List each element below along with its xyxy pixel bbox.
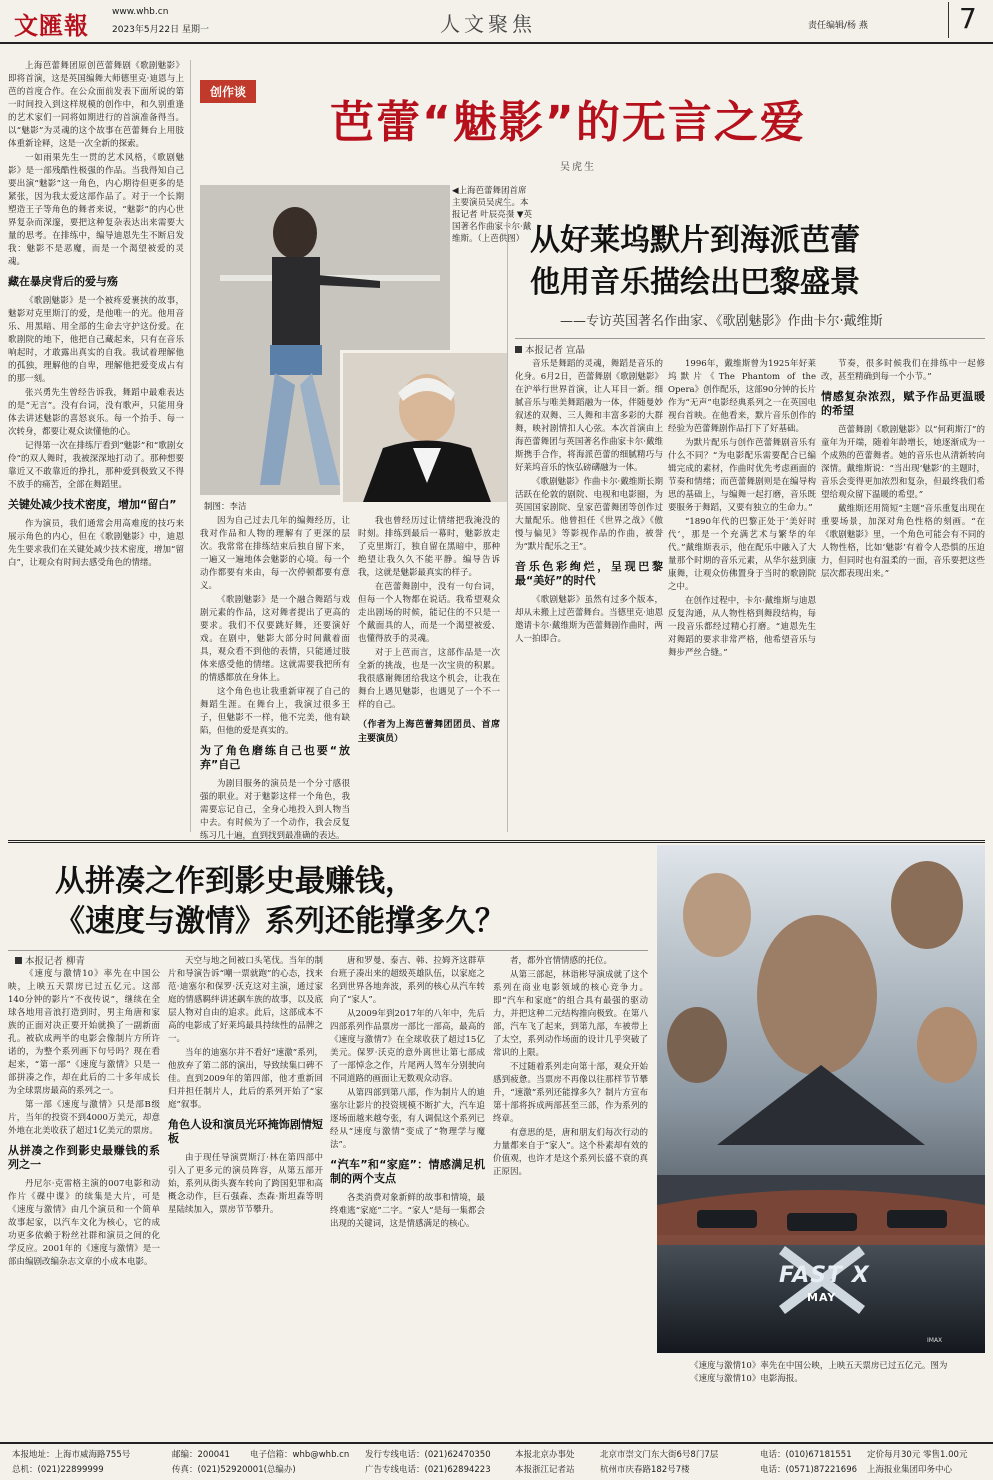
film-column-2 xyxy=(168,955,323,1438)
paragraph: 各类消费对象新鲜的故事和情境，最终难逃“家庭”二字。“家人”是每一集都会出现的关键词，这是情感满足的核心。 xyxy=(330,1193,485,1229)
paragraph: 《歌剧魅影》虽然有过多个版本，却从未搬上过芭蕾舞台。当德里克·迪恩邀请卡尔·戴维斯为芭蕾舞剧作曲时，两人一拍即合。 xyxy=(515,595,663,644)
paragraph: 为默片配乐与创作芭蕾舞剧音乐有什么不同？“为电影配乐需要配合已编辑完成的素材，作曲时优先考虑画面的节奏和情绪；而芭蕾舞剧则是在编导构思的基础上，与编舞一起打磨，音乐既要服务于舞蹈，又要有独立的生命力。” xyxy=(668,438,816,513)
paragraph: 戴维斯还用简短“主题”音乐重复出现在重要场景，加深对角色性格的刻画。“在《歌剧魅影》里，一个角色可能会有不同的人物性格，比如‘魅影’有着令人恐惧的压迫力，但同时也有温柔的一面，音乐要把这些层次都表现出来。” xyxy=(821,504,985,579)
composer-photo xyxy=(340,350,510,505)
footer-beijing-office: 本报北京办事处 xyxy=(515,1450,575,1460)
film-column-4 xyxy=(493,955,648,1438)
paragraph: “1890年代的巴黎正处于‘美好时代’，那是一个充满艺术与繁华的年代。”戴维斯表示，他在配乐中融入了大量那个时期的音乐元素，从华尔兹到康康舞，让观众仿佛置身于当时的歌剧院之中。 xyxy=(668,517,816,592)
interview-subhead-1: 音乐色彩绚烂，呈现巴黎最“美好”的时代 xyxy=(515,560,663,587)
film-subhead-1: 从拼凑之作到影史最赚钱的系列之一 xyxy=(8,1144,160,1171)
paragraph: 节奏，很多时候我们在排练中一起修改，甚至精确到每一个小节。” xyxy=(821,359,985,382)
feature-column-3 xyxy=(358,515,500,833)
footer-email: 电子信箱：whb@whb.cn xyxy=(250,1450,350,1460)
paragraph: 第一部《速度与激情》只是部B级片，当年的投资不到4000万美元，却意外地在北美收获了超过1亿美元的票房。 xyxy=(8,1100,160,1136)
feature-author: 吴虎生 xyxy=(560,162,596,173)
interview-column-1 xyxy=(515,358,663,833)
paragraph: 《歌剧魅影》是一个被疼爱裹挟的故事，魅影对克里斯汀的爱，是他唯一的光。他用音乐、用黑暗、用全部的生命去守护这份爱。在歌剧院的地下，他把自己藏起来，只有在音乐响起时，才敢露出真实的自我。我试着理解他的孤独，理解他的自卑，理解他把爱变成占有的那一刻。 xyxy=(8,296,184,384)
feature-subhead-3: 为了角色磨练自己也要“放弃”自己 xyxy=(200,744,350,771)
paragraph: 这个角色也让我重新审视了自己的舞蹈生涯。在舞台上，我演过很多王子，但魅影不一样，他不完美，他有缺陷，但他的爱是真实的。 xyxy=(200,687,350,736)
feature-subhead-1: 藏在暴戾背后的爱与殇 xyxy=(8,275,118,288)
film-subhead-2: 角色人设和演员光环掩饰剧情短板 xyxy=(168,1118,323,1145)
footer-beijing-phone: 电话：(010)67181551 xyxy=(760,1450,852,1460)
paragraph: 者，都外官情情感的托位。 xyxy=(510,956,613,966)
poster-imax-label: IMAX xyxy=(927,1337,943,1344)
paragraph: 1996年，戴维斯曾为1925年好莱坞默片《The Phantom of the Opera》创作配乐，这部90分钟的长片作为“无声”电影经典系列之一在英国电视台首映。在他看来，默片音乐创作的经验为芭蕾舞剧作品打下了好基础。 xyxy=(668,359,816,434)
paragraph: 当年的迪塞尔并不看好“速激”系列，他放弃了第二部的演出，导致续集口碑不佳。直到2009年的第四部，他才重新回归并担任制片人，此后的系列开始了“家庭”叙事。 xyxy=(168,1048,323,1110)
footer-zhejiang-phone: 电话：(0571)87221696 xyxy=(760,1465,858,1475)
site-url: www.whb.cn xyxy=(112,7,169,17)
section-tag: 创作谈 xyxy=(200,80,256,103)
film-column-1 xyxy=(8,968,160,1438)
interview-headline xyxy=(530,220,980,304)
poster-release-month: MAY xyxy=(807,1291,837,1304)
feature-headline: 芭蕾“魅影”的无言之爱 xyxy=(330,97,806,148)
paragraph: 在创作过程中，卡尔·戴维斯与迪恩反复沟通，从人物性格到舞段结构，每一段音乐都经过精心打磨。“迪恩先生对舞蹈的要求非常严格，他希望音乐与舞步严丝合缝。” xyxy=(668,596,816,658)
paragraph: 由于现任导演贾斯汀·林在第四部中引入了更多元的演员阵容，从第五部开始，系列从街头赛车转向了跨国犯罪和高概念动作，巨石强森、杰森·斯坦森等明星陆续加入，票房节节攀升。 xyxy=(168,1153,323,1215)
paragraph: 从第四部到第八部，作为制片人的迪塞尔让影片的投资规模不断扩大，汽车追逐场面越来越夸张，有人调侃这个系列已经从“速度与激情”变成了“物理学与魔法”。 xyxy=(330,1088,485,1150)
footer-ad-phone: 广告专线电话：(021)62894223 xyxy=(365,1465,491,1475)
photo-caption: ◀上海芭蕾舞团首席主要演员吴虎生。本报记者 叶辰亮摄 ▼英国著名作曲家卡尔·戴维斯。（上芭供图） xyxy=(452,186,532,244)
footer-price: 定价每月30元 零售1.00元 xyxy=(867,1450,968,1460)
interview-headline-line1: 从好莱坞默片到海派芭蕾 xyxy=(530,223,860,258)
reporter-name: 本报记者 柳青 xyxy=(25,956,86,967)
issue-date: 2023年5月22日 星期一 xyxy=(112,25,209,35)
paragraph: 从2009年到2017年的八年中，先后四部系列作品票房一部比一部高，最高的《速度与激情7》在全球收获了超过15亿美元。保罗·沃克的意外离世让第七部成了一部悼念之作，片尾两人驾车分别驶向不同道路的画面让无数观众动容。 xyxy=(330,1009,485,1084)
movie-poster xyxy=(657,845,985,1353)
footer-fax: 传真：(021)52920001(总编办) xyxy=(172,1465,296,1475)
footer-printer: 上海报业集团印务中心 xyxy=(867,1465,953,1475)
paragraph: 一如雨果先生一贯的艺术风格，《歌剧魅影》是一部残酷性极强的作品。当我得知自己要出演“魅影”这一角色，内心期待但更多的是紧张，因为我太爱这部作品了。对于一个长期塑造王子等角色的舞者来说，“魅影”的内心世界复杂而深邃，要把这种复杂表达出来需要大量的思考。在排练中，编导迪恩先生不断启发我：魅影不是恶魔，而是一个渴望被爱的灵魂。 xyxy=(8,153,184,267)
section-divider xyxy=(8,840,985,843)
page-footer xyxy=(0,1442,993,1480)
footer-zhejiang-address: 杭州市庆春路182号7楼 xyxy=(600,1465,690,1475)
paragraph: 因为自己过去几年的编舞经历，让我对作品和人物的理解有了更深的层次。我常常在排练结束后独自留下来，一遍又一遍地体会魅影的心境。每一个动作都要有来由，每一次停顿都要有意义。 xyxy=(200,516,350,591)
reporter-name: 本报记者 宣晶 xyxy=(525,345,586,356)
interview-column-3 xyxy=(821,358,985,833)
footer-phone: 总机：(021)22899999 xyxy=(12,1465,104,1475)
film-byline xyxy=(15,953,85,967)
paragraph: 《歌剧魅影》作曲卡尔·戴维斯长期活跃在伦敦的剧院、电视和电影圈，为英国国家剧院、皇家芭蕾舞团等创作过大量配乐。他曾担任《世界之战》《傲慢与偏见》等影视作品的作曲，被誉为“默片配乐之王”。 xyxy=(515,477,663,552)
section-title: 人文聚焦 xyxy=(440,12,536,36)
newspaper-logo: 文匯報 xyxy=(14,11,89,40)
footer-beijing-address: 北京市崇文门东大街6号8门7层 xyxy=(600,1450,719,1460)
film-column-3 xyxy=(330,955,485,1438)
paragraph: 天空与地之间被口头笔伐。当年的制片和导演告诉“嘲一票就跑”的心态，找来范·迪塞尔和保罗·沃克这对主演，通过家庭的情感羁绊讲述飙车族的故事，以及底层人物对自由的追求。此后，这部成本不高的电影成了好莱坞最具持续性的品牌之一。 xyxy=(168,956,323,1044)
film-subhead-3: “汽车”和“家庭”：情感满足机制的两个支点 xyxy=(330,1158,485,1185)
footer-address: 本报地址：上海市威海路755号 xyxy=(12,1450,131,1460)
page-number: 7 xyxy=(948,2,977,38)
poster-caption: 《速度与激情10》率先在中国公映，上映五天票房已过五亿元。图为《速度与激情10》电影海报。 xyxy=(690,1361,948,1384)
photo-credit: 制图：李洁 xyxy=(204,502,247,512)
film-headline-line1: 从拼凑之作到影史最赚钱， xyxy=(55,864,415,899)
interview-column-2 xyxy=(668,358,816,833)
paragraph: 芭蕾舞剧《歌剧魅影》以“何莉斯汀”的童年为开端，随着年龄增长，她逐渐成为一个成熟的芭蕾舞者。她的音乐也从清新转向深情。戴维斯说：“当出现‘魅影’的主题时，音乐会变得更加浓烈和复杂，但最终我们希望给观众留下温暖的希望。” xyxy=(821,425,985,500)
paragraph: 有意思的是，唐和朋友们每次行动的力量都来自于“家人”。这个朴素却有效的价值观，也许才是这个系列长盛不衰的真正原因。 xyxy=(493,1128,648,1177)
footer-zhejiang-office: 本报浙江记者站 xyxy=(515,1465,575,1475)
poster-title: FAST X xyxy=(779,1263,870,1288)
paragraph: 作为演员，我们通常会用高难度的技巧来展示角色的内心，但在《歌剧魅影》中，迪恩先生要求我们在关键处减少技术密度，增加“留白”，让观众有时间去感受角色的情绪。 xyxy=(8,519,184,568)
feature-column-2 xyxy=(200,515,350,841)
interview-subhead-2: 情感复杂浓烈，赋予作品更温暖的希望 xyxy=(821,390,985,417)
footer-postcode: 邮编：200041 xyxy=(172,1450,230,1460)
paragraph: 丹尼尔·克雷格主演的007电影和动作片《碟中谍》的续集是大片，可是《速度与激情》由几个演员和一个简单故事起家，以汽车文化为核心，它的成功更多依赖于粉丝社群和演员之间的化学反应。2001年的《速度与激情》是一部由编剧改编杂志文章的小成本电影。 xyxy=(8,1179,160,1267)
interview-subtitle: ——专访英国著名作曲家、《歌剧魅影》作曲卡尔·戴维斯 xyxy=(560,314,883,329)
film-headline xyxy=(55,862,755,942)
paragraph: 不过随着系列走向第十部，观众开始感到疲惫。当票房不再像以往那样节节攀升，“速激”系列还能撑多久？制片方宣布第十部将拆成两部甚至三部，作为系列的终章。 xyxy=(493,1062,648,1124)
masthead xyxy=(0,0,993,44)
paragraph: 音乐是舞蹈的灵魂，舞蹈是音乐的化身。6月2日，芭蕾舞剧《歌剧魅影》在沪举行世界首演，让人耳目一新。细腻音乐与唯美舞蹈融为一体，伴随曼妙叙述的双舞、三人舞和丰富多彩的大群舞，映衬剧情扣人心弦。本次首演由上海芭蕾舞团与英国著名作曲家卡尔·戴维斯携手合作，将海派芭蕾的细腻精巧与好莱坞音乐的恢弘磅礴融为一体。 xyxy=(515,359,663,473)
paragraph: 对于上芭而言，这部作品是一次全新的挑战，也是一次宝贵的积累。我很感谢舞团给我这个机会，让我在舞台上遇见魅影，也遇见了一个不一样的自己。 xyxy=(358,648,500,710)
interview-headline-line2: 他用音乐描绘出巴黎盛景 xyxy=(530,265,860,300)
paragraph: 从第三部起，林诣彬导演成就了这个系列在商业电影领域的核心竞争力。即“汽车和家庭”的组合具有最强的驱动力，并把这种二元结构推向极致。在第八部，汽车飞了起来，到第九部，车被带上了太空，系列动作场面的设计几乎突破了常识的上限。 xyxy=(493,970,648,1058)
paragraph: 张兴勇先生曾经告诉我，舞蹈中最难表达的是“无言”。没有台词，没有歌声，只能用身体去讲述魅影的喜怒哀乐。每一个抬手、每一次转身，都要让观众读懂他的心。 xyxy=(8,388,184,437)
author-note: （作者为上海芭蕾舞团团员、首席主要演员） xyxy=(358,720,500,744)
footer-distribution-phone: 发行专线电话：(021)62470350 xyxy=(365,1450,491,1460)
paragraph: 为剧目服务的演员是一个分寸感很强的职业。对于魅影这样一个角色，我需要忘记自己，全身心地投入到人物当中去。有时候为了一个动作，我会反复练习几十遍，直到找到最准确的表达。 xyxy=(200,779,350,841)
paragraph: 《速度与激情10》率先在中国公映，上映五天票房已过五亿元。这部140分钟的影片“不夜传说”，继续在全球各地用音浪打造到时，男主角唐和家族的正面对决正要开始就换了一副新面孔。被砍成两半的电影会像制片方所许诺的，为整个系列画下句号吗？现在看起来，“第一部”《速度与激情》只是一部拼凑之作，却在此后的二十多年成长为全球票房最高的系列之一。 xyxy=(8,969,160,1096)
editor-credit: 责任编辑/杨 燕 xyxy=(808,21,868,31)
paragraph: 唐和罗曼、泰吉、韩、拉姆齐这群草台班子凑出来的超级英雄队伍，以家庭之名到世界各地奔波，系列的核心从汽车转向了“家人”。 xyxy=(330,956,485,1005)
paragraph: 我也曾经历过让情绪把我淹没的时刻。排练到最后一幕时，魅影放走了克里斯汀，独自留在黑暗中，那种绝望让我久久不能平静。编导告诉我，这就是魅影最真实的样子。 xyxy=(358,516,500,578)
feature-column-1 xyxy=(8,60,184,832)
interview-byline xyxy=(515,342,585,356)
paragraph: 《歌剧魅影》是一个融合舞蹈与戏剧元素的作品，这对舞者提出了更高的要求。我们不仅要跳好舞，还要演好戏。在剧中，魅影大部分时间戴着面具，观众看不到他的表情，只能通过肢体来感受他的情绪。这就需要我把所有的情感都放在身体上。 xyxy=(200,595,350,683)
film-headline-line2: 《速度与激情》系列还能撑多久？ xyxy=(55,904,505,939)
paragraph: 记得第一次在排练厅看到“魅影”和“歌剧女伶”的双人舞时，我被深深地打动了。那种想要靠近又不敢靠近的挣扎，那种爱到极致又不得不放手的痛苦，全部在舞蹈里。 xyxy=(8,441,184,490)
feature-intro: 上海芭蕾舞团原创芭蕾舞剧《歌剧魅影》即将首演，这是英国编舞大师德里克·迪恩与上芭的首度合作。在公众面前发表下面所说的第一时间投入到这样规模的创作中，和久别重逢的艺术家们一同将如期进行的首演准备得当。以“魅影”为灵魂的这个故事在芭蕾舞台上用肢体重新诠释，这是一次全新的探索。 xyxy=(8,61,184,149)
feature-subhead-2: 关键处减少技术密度，增加“留白” xyxy=(8,498,177,511)
paragraph: 在芭蕾舞剧中，没有一句台词，但每一个人物都在说话。我希望观众走出剧场的时候，能记住的不只是一个戴面具的人，而是一个渴望被爱、也懂得放手的灵魂。 xyxy=(358,582,500,644)
